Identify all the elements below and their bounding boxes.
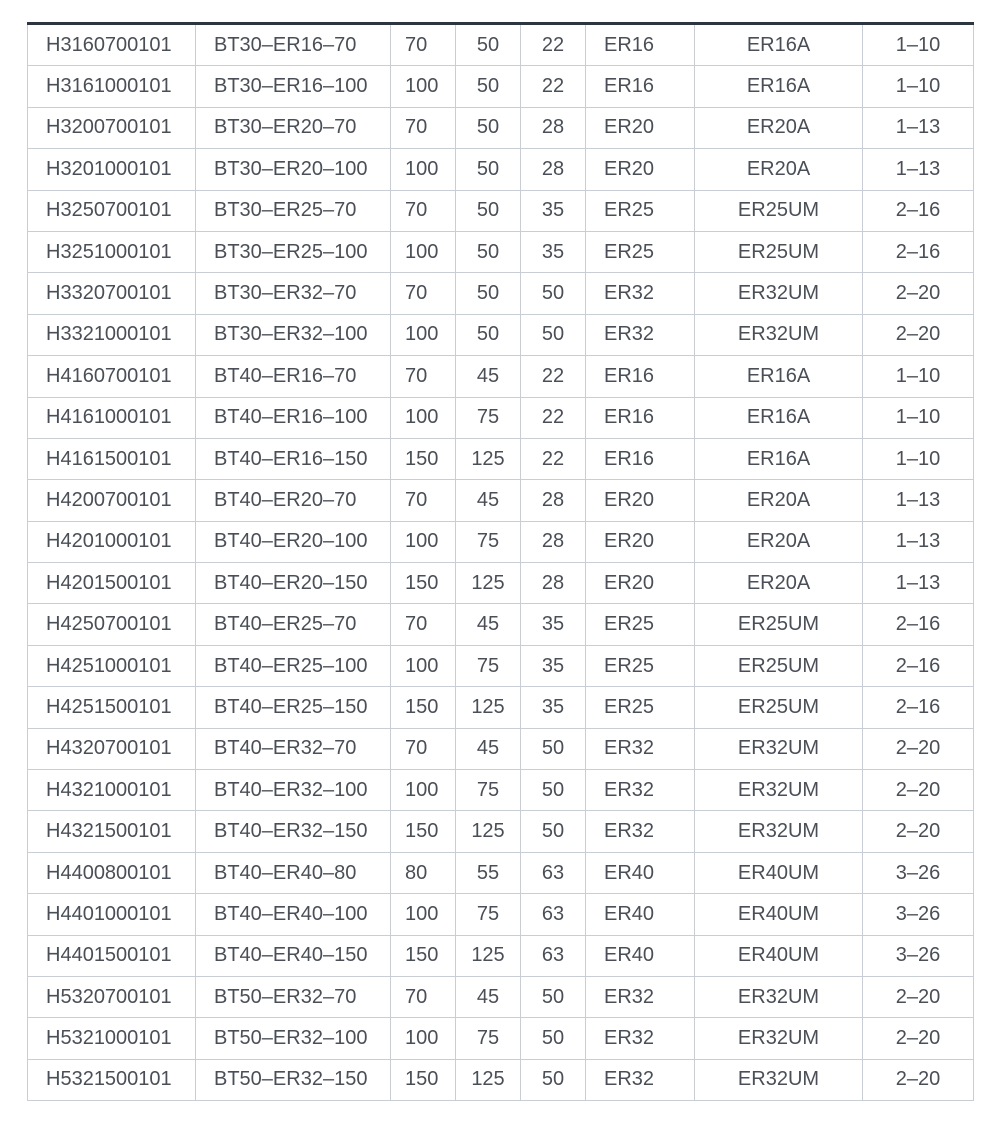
cell-diameter: 22	[521, 397, 586, 438]
cell-length: 70	[391, 604, 456, 645]
cell-clamping-range: 1–10	[863, 66, 974, 107]
cell-length-b: 55	[456, 852, 521, 893]
cell-clamping-range: 3–26	[863, 935, 974, 976]
cell-model: BT40–ER16–150	[196, 438, 391, 479]
cell-length-b: 45	[456, 604, 521, 645]
cell-clamping-range: 2–20	[863, 273, 974, 314]
cell-clamping-range: 2–16	[863, 231, 974, 272]
cell-length-b: 125	[456, 1059, 521, 1100]
cell-model: BT30–ER25–100	[196, 231, 391, 272]
cell-part-number: H4400800101	[28, 852, 196, 893]
cell-length-b: 125	[456, 687, 521, 728]
cell-part-number: H4320700101	[28, 728, 196, 769]
cell-length-b: 75	[456, 1018, 521, 1059]
cell-length: 100	[391, 894, 456, 935]
cell-part-number: H4161000101	[28, 397, 196, 438]
cell-collet-type: ER16	[586, 356, 695, 397]
cell-diameter: 50	[521, 1018, 586, 1059]
cell-part-number: H5320700101	[28, 976, 196, 1017]
cell-clamping-range: 2–16	[863, 687, 974, 728]
cell-model: BT40–ER20–100	[196, 521, 391, 562]
cell-part-number: H4401500101	[28, 935, 196, 976]
table-row	[28, 66, 974, 107]
cell-part-number: H3160700101	[28, 24, 196, 66]
table-row	[28, 770, 974, 811]
cell-nut-type: ER25UM	[695, 190, 863, 231]
cell-model: BT40–ER20–150	[196, 563, 391, 604]
cell-model: BT40–ER40–150	[196, 935, 391, 976]
cell-length: 100	[391, 397, 456, 438]
cell-part-number: H3201000101	[28, 149, 196, 190]
cell-nut-type: ER40UM	[695, 935, 863, 976]
cell-part-number: H4321500101	[28, 811, 196, 852]
cell-collet-type: ER25	[586, 231, 695, 272]
table-row	[28, 314, 974, 355]
cell-model: BT30–ER20–70	[196, 107, 391, 148]
cell-diameter: 35	[521, 231, 586, 272]
cell-clamping-range: 1–13	[863, 563, 974, 604]
cell-length: 100	[391, 149, 456, 190]
cell-diameter: 35	[521, 190, 586, 231]
cell-clamping-range: 2–16	[863, 645, 974, 686]
cell-length: 70	[391, 24, 456, 66]
cell-part-number: H4321000101	[28, 770, 196, 811]
table-row	[28, 1059, 974, 1100]
cell-length-b: 75	[456, 521, 521, 562]
cell-length: 70	[391, 107, 456, 148]
cell-collet-type: ER16	[586, 66, 695, 107]
cell-collet-type: ER32	[586, 728, 695, 769]
cell-clamping-range: 1–13	[863, 521, 974, 562]
cell-clamping-range: 1–10	[863, 356, 974, 397]
cell-clamping-range: 1–13	[863, 107, 974, 148]
cell-length: 150	[391, 1059, 456, 1100]
cell-collet-type: ER25	[586, 687, 695, 728]
cell-clamping-range: 2–20	[863, 1059, 974, 1100]
cell-diameter: 50	[521, 314, 586, 355]
cell-model: BT40–ER40–100	[196, 894, 391, 935]
cell-part-number: H4160700101	[28, 356, 196, 397]
cell-length: 100	[391, 231, 456, 272]
table-row	[28, 190, 974, 231]
cell-diameter: 28	[521, 107, 586, 148]
cell-part-number: H4201500101	[28, 563, 196, 604]
table-row	[28, 728, 974, 769]
cell-collet-type: ER32	[586, 1059, 695, 1100]
cell-nut-type: ER16A	[695, 66, 863, 107]
table-row	[28, 273, 974, 314]
table-row	[28, 563, 974, 604]
cell-clamping-range: 2–20	[863, 811, 974, 852]
cell-collet-type: ER20	[586, 563, 695, 604]
table-row	[28, 976, 974, 1017]
cell-length-b: 50	[456, 190, 521, 231]
cell-length-b: 75	[456, 894, 521, 935]
cell-nut-type: ER20A	[695, 480, 863, 521]
cell-collet-type: ER25	[586, 190, 695, 231]
cell-length-b: 50	[456, 231, 521, 272]
cell-length-b: 75	[456, 645, 521, 686]
cell-clamping-range: 2–16	[863, 190, 974, 231]
cell-length-b: 50	[456, 24, 521, 66]
cell-nut-type: ER16A	[695, 397, 863, 438]
spec-table	[27, 22, 974, 1101]
table-row	[28, 852, 974, 893]
cell-clamping-range: 1–10	[863, 438, 974, 479]
cell-part-number: H3250700101	[28, 190, 196, 231]
cell-diameter: 50	[521, 811, 586, 852]
cell-diameter: 28	[521, 563, 586, 604]
cell-length: 150	[391, 563, 456, 604]
cell-nut-type: ER20A	[695, 107, 863, 148]
cell-length: 150	[391, 438, 456, 479]
cell-collet-type: ER16	[586, 24, 695, 66]
cell-clamping-range: 2–20	[863, 976, 974, 1017]
cell-model: BT40–ER16–100	[196, 397, 391, 438]
table-row	[28, 1018, 974, 1059]
cell-nut-type: ER25UM	[695, 231, 863, 272]
cell-clamping-range: 1–10	[863, 24, 974, 66]
cell-nut-type: ER20A	[695, 521, 863, 562]
cell-length: 80	[391, 852, 456, 893]
cell-model: BT40–ER32–150	[196, 811, 391, 852]
cell-diameter: 22	[521, 66, 586, 107]
table-row	[28, 935, 974, 976]
table-row	[28, 107, 974, 148]
cell-model: BT40–ER25–100	[196, 645, 391, 686]
cell-collet-type: ER40	[586, 894, 695, 935]
cell-length-b: 125	[456, 811, 521, 852]
cell-part-number: H4250700101	[28, 604, 196, 645]
cell-nut-type: ER20A	[695, 149, 863, 190]
table-row	[28, 397, 974, 438]
cell-collet-type: ER16	[586, 438, 695, 479]
cell-model: BT40–ER16–70	[196, 356, 391, 397]
cell-nut-type: ER16A	[695, 438, 863, 479]
cell-collet-type: ER25	[586, 645, 695, 686]
cell-diameter: 28	[521, 480, 586, 521]
cell-length: 100	[391, 66, 456, 107]
cell-length: 70	[391, 480, 456, 521]
cell-length: 70	[391, 190, 456, 231]
table-row	[28, 24, 974, 66]
cell-clamping-range: 2–20	[863, 728, 974, 769]
cell-clamping-range: 1–10	[863, 397, 974, 438]
cell-nut-type: ER32UM	[695, 273, 863, 314]
cell-diameter: 63	[521, 935, 586, 976]
cell-collet-type: ER32	[586, 273, 695, 314]
cell-nut-type: ER25UM	[695, 687, 863, 728]
cell-clamping-range: 3–26	[863, 852, 974, 893]
cell-length-b: 50	[456, 107, 521, 148]
cell-collet-type: ER32	[586, 976, 695, 1017]
cell-model: BT30–ER32–70	[196, 273, 391, 314]
cell-diameter: 35	[521, 645, 586, 686]
cell-part-number: H3321000101	[28, 314, 196, 355]
table-row	[28, 811, 974, 852]
cell-diameter: 35	[521, 687, 586, 728]
cell-model: BT50–ER32–100	[196, 1018, 391, 1059]
cell-length-b: 125	[456, 935, 521, 976]
cell-length-b: 75	[456, 397, 521, 438]
cell-part-number: H5321500101	[28, 1059, 196, 1100]
cell-nut-type: ER32UM	[695, 314, 863, 355]
cell-nut-type: ER20A	[695, 563, 863, 604]
cell-length: 100	[391, 1018, 456, 1059]
cell-clamping-range: 3–26	[863, 894, 974, 935]
cell-length-b: 45	[456, 356, 521, 397]
cell-model: BT50–ER32–70	[196, 976, 391, 1017]
cell-nut-type: ER32UM	[695, 1018, 863, 1059]
table-row	[28, 894, 974, 935]
cell-collet-type: ER20	[586, 521, 695, 562]
cell-clamping-range: 1–13	[863, 480, 974, 521]
cell-model: BT30–ER16–100	[196, 66, 391, 107]
cell-diameter: 22	[521, 438, 586, 479]
cell-nut-type: ER40UM	[695, 894, 863, 935]
cell-length-b: 125	[456, 438, 521, 479]
cell-diameter: 63	[521, 852, 586, 893]
cell-nut-type: ER32UM	[695, 1059, 863, 1100]
cell-collet-type: ER20	[586, 480, 695, 521]
table-row	[28, 438, 974, 479]
cell-collet-type: ER32	[586, 770, 695, 811]
cell-diameter: 35	[521, 604, 586, 645]
cell-part-number: H4251500101	[28, 687, 196, 728]
cell-model: BT30–ER25–70	[196, 190, 391, 231]
cell-diameter: 50	[521, 770, 586, 811]
cell-length: 150	[391, 935, 456, 976]
cell-diameter: 63	[521, 894, 586, 935]
table-row	[28, 149, 974, 190]
cell-model: BT40–ER25–70	[196, 604, 391, 645]
cell-model: BT40–ER32–70	[196, 728, 391, 769]
cell-length: 70	[391, 356, 456, 397]
cell-nut-type: ER25UM	[695, 645, 863, 686]
cell-nut-type: ER16A	[695, 356, 863, 397]
cell-collet-type: ER40	[586, 852, 695, 893]
cell-collet-type: ER32	[586, 314, 695, 355]
cell-length: 70	[391, 273, 456, 314]
cell-clamping-range: 1–13	[863, 149, 974, 190]
cell-part-number: H3200700101	[28, 107, 196, 148]
cell-clamping-range: 2–20	[863, 314, 974, 355]
cell-diameter: 50	[521, 1059, 586, 1100]
cell-length: 150	[391, 687, 456, 728]
cell-diameter: 22	[521, 356, 586, 397]
cell-length: 70	[391, 728, 456, 769]
cell-length: 70	[391, 976, 456, 1017]
cell-clamping-range: 2–16	[863, 604, 974, 645]
cell-diameter: 50	[521, 976, 586, 1017]
table-row	[28, 521, 974, 562]
cell-length-b: 125	[456, 563, 521, 604]
cell-model: BT40–ER32–100	[196, 770, 391, 811]
cell-part-number: H4161500101	[28, 438, 196, 479]
cell-length: 100	[391, 314, 456, 355]
cell-model: BT50–ER32–150	[196, 1059, 391, 1100]
cell-diameter: 22	[521, 24, 586, 66]
cell-diameter: 28	[521, 149, 586, 190]
cell-length-b: 50	[456, 273, 521, 314]
cell-nut-type: ER40UM	[695, 852, 863, 893]
cell-length-b: 50	[456, 314, 521, 355]
table-row	[28, 604, 974, 645]
cell-nut-type: ER32UM	[695, 728, 863, 769]
cell-part-number: H3320700101	[28, 273, 196, 314]
cell-model: BT40–ER20–70	[196, 480, 391, 521]
table-body	[28, 24, 974, 1101]
cell-length: 100	[391, 645, 456, 686]
cell-diameter: 28	[521, 521, 586, 562]
cell-part-number: H3251000101	[28, 231, 196, 272]
cell-length-b: 45	[456, 480, 521, 521]
cell-model: BT30–ER16–70	[196, 24, 391, 66]
cell-diameter: 50	[521, 273, 586, 314]
cell-length-b: 75	[456, 770, 521, 811]
table-row	[28, 356, 974, 397]
cell-nut-type: ER32UM	[695, 976, 863, 1017]
cell-part-number: H5321000101	[28, 1018, 196, 1059]
cell-nut-type: ER32UM	[695, 770, 863, 811]
cell-part-number: H4251000101	[28, 645, 196, 686]
table-row	[28, 231, 974, 272]
cell-part-number: H4200700101	[28, 480, 196, 521]
cell-model: BT30–ER32–100	[196, 314, 391, 355]
cell-clamping-range: 2–20	[863, 1018, 974, 1059]
table-row	[28, 687, 974, 728]
cell-model: BT40–ER40–80	[196, 852, 391, 893]
cell-length-b: 45	[456, 728, 521, 769]
cell-collet-type: ER32	[586, 811, 695, 852]
cell-model: BT30–ER20–100	[196, 149, 391, 190]
cell-length-b: 50	[456, 149, 521, 190]
cell-nut-type: ER32UM	[695, 811, 863, 852]
cell-part-number: H3161000101	[28, 66, 196, 107]
cell-length: 100	[391, 770, 456, 811]
cell-collet-type: ER16	[586, 397, 695, 438]
cell-diameter: 50	[521, 728, 586, 769]
cell-collet-type: ER40	[586, 935, 695, 976]
cell-collet-type: ER32	[586, 1018, 695, 1059]
cell-model: BT40–ER25–150	[196, 687, 391, 728]
cell-length-b: 45	[456, 976, 521, 1017]
cell-length-b: 50	[456, 66, 521, 107]
cell-length: 100	[391, 521, 456, 562]
cell-collet-type: ER25	[586, 604, 695, 645]
cell-part-number: H4201000101	[28, 521, 196, 562]
table-row	[28, 480, 974, 521]
cell-part-number: H4401000101	[28, 894, 196, 935]
cell-nut-type: ER16A	[695, 24, 863, 66]
cell-clamping-range: 2–20	[863, 770, 974, 811]
table-row	[28, 645, 974, 686]
cell-collet-type: ER20	[586, 149, 695, 190]
cell-length: 150	[391, 811, 456, 852]
cell-nut-type: ER25UM	[695, 604, 863, 645]
cell-collet-type: ER20	[586, 107, 695, 148]
